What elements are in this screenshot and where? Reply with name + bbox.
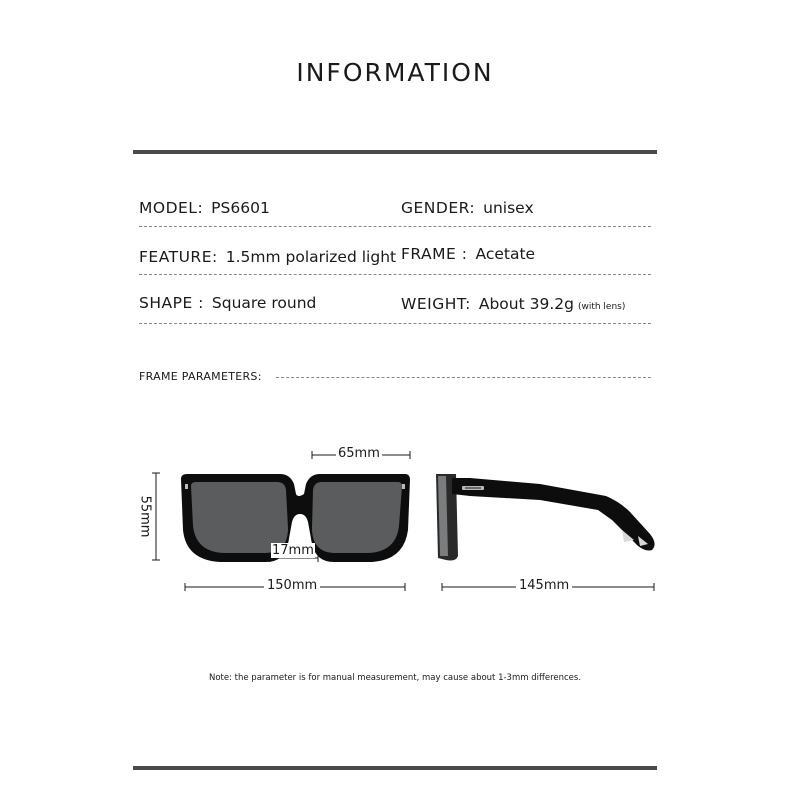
spec-frame-value: Acetate — [475, 245, 536, 263]
temple-length-label: 145mm — [516, 578, 572, 593]
spec-frame-label: FRAME : — [401, 245, 468, 263]
right-lens — [312, 482, 402, 553]
lens-height-label: 55mm — [137, 495, 153, 538]
spec-weight-label: WEIGHT: — [401, 295, 471, 313]
spec-gender-label: GENDER: — [401, 199, 476, 217]
total-width-label: 150mm — [264, 578, 320, 593]
glasses-side-view — [436, 474, 655, 561]
lens-width-label: 65mm — [338, 446, 380, 461]
measurement-note: Note: the parameter is for manual measurement, may cause about 1-3mm differences. — [208, 673, 582, 683]
page-title: INFORMATION — [296, 58, 494, 87]
bridge-width-label: 17mm — [272, 543, 314, 558]
bottom-divider — [133, 766, 657, 770]
spec-shape-value: Square round — [211, 294, 317, 312]
spec-model-label: MODEL: — [139, 199, 204, 217]
spec-feature-label: FEATURE: — [139, 248, 218, 266]
frame-parameters-label: FRAME PARAMETERS: — [139, 370, 262, 383]
spec-weight-value: About 39.2g — [478, 295, 574, 313]
spec-weight-note: (with lens) — [577, 302, 626, 312]
spec-model-value: PS6601 — [211, 199, 270, 217]
spec-feature-value: 1.5mm polarized light — [225, 248, 397, 266]
spec-gender-value: unisex — [483, 199, 534, 217]
spec-shape-label: SHAPE : — [139, 294, 204, 312]
